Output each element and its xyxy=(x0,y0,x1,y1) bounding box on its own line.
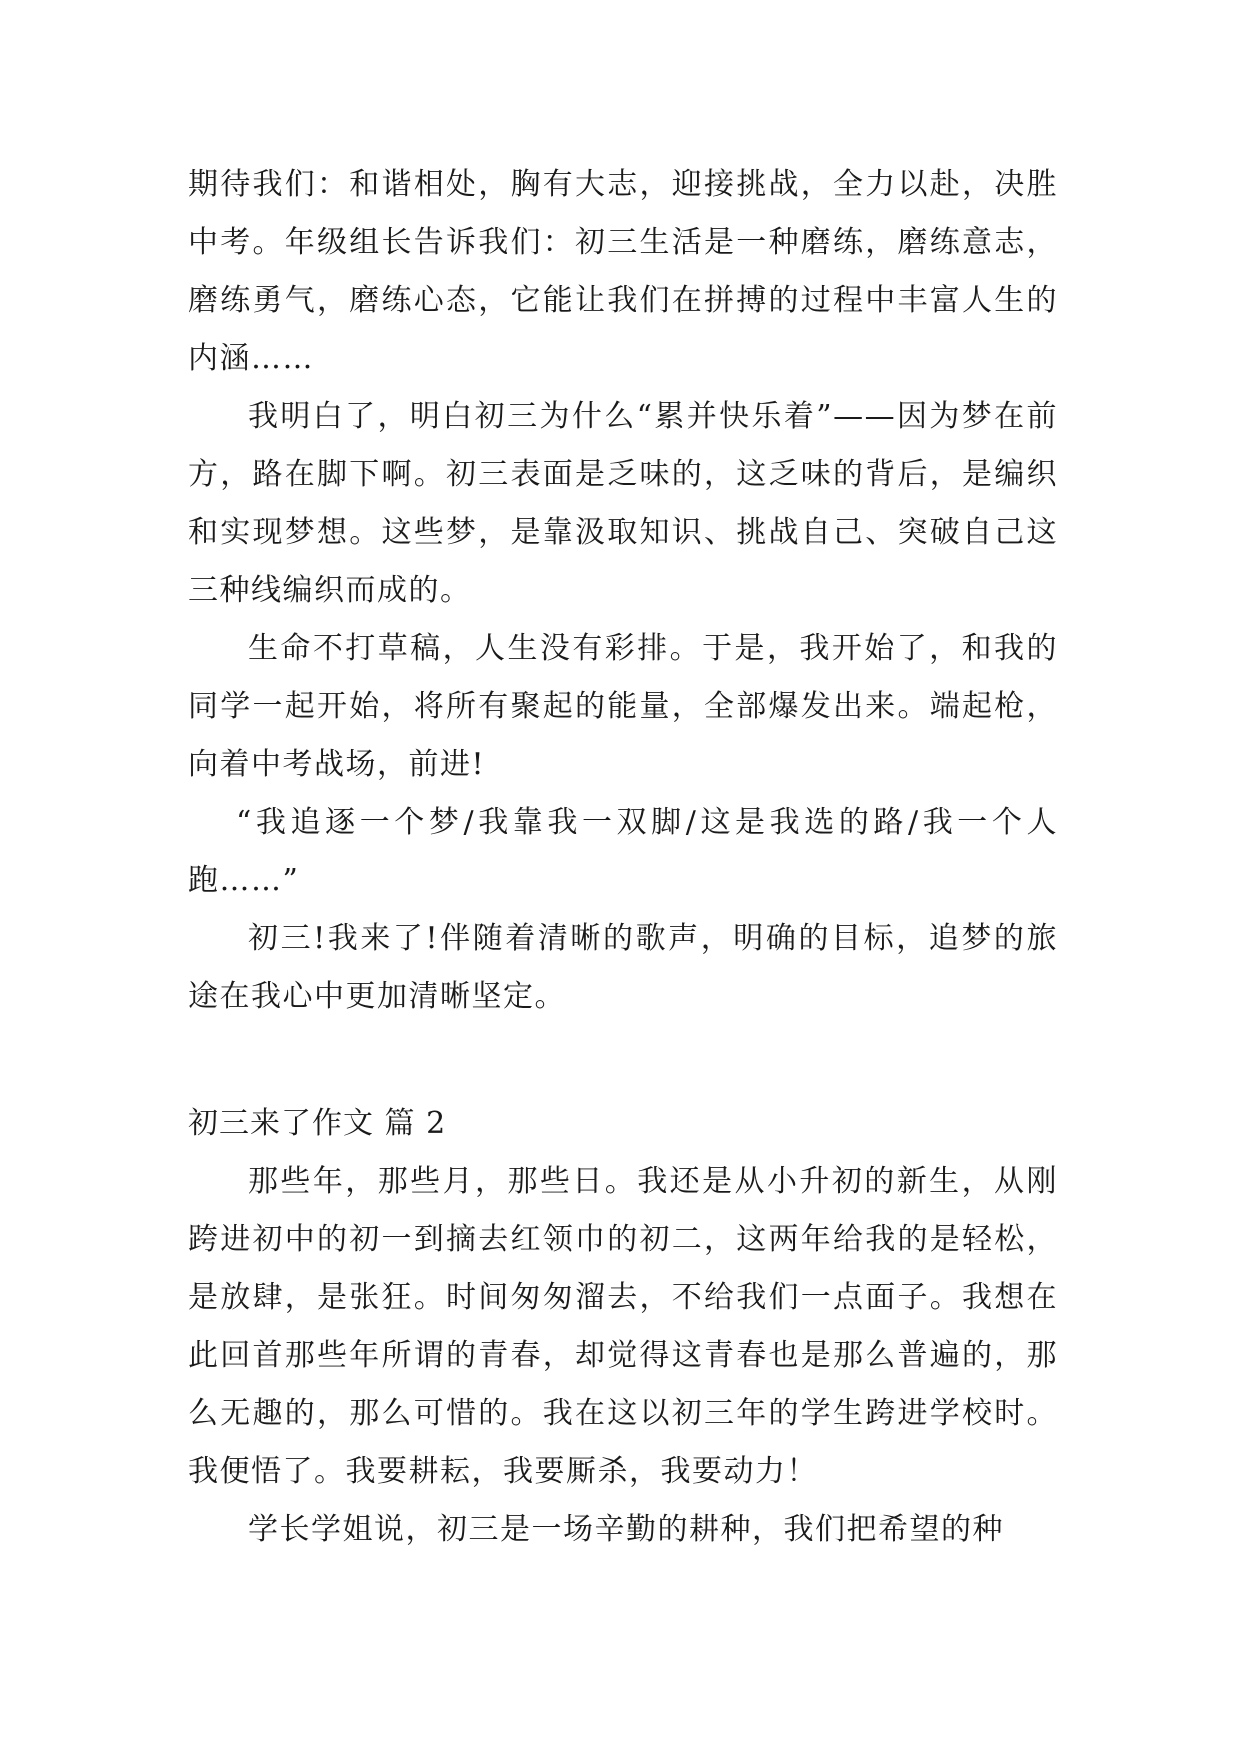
paragraph: 期待我们：和谐相处，胸有大志，迎接挑战，全力以赴，决胜中考。年级组长告诉我们：初三生活是一种磨练，磨练意志，磨练勇气，磨练心态，它能让我们在拼搏的过程中丰富人生的内涵…… xyxy=(188,167,1058,376)
paragraph: 生命不打草稿，人生没有彩排。于是，我开始了，和我的同学一起开始，将所有聚起的能量，全部爆发出来。端起枪，向着中考战场，前进! xyxy=(188,631,1058,782)
paragraph: 初三!我来了!伴随着清晰的歌声，明确的目标，追梦的旅途在我心中更加清晰坚定。 xyxy=(188,921,1058,1014)
paragraph: 我明白了，明白初三为什么“累并快乐着”——因为梦在前方，路在脚下啊。初三表面是乏味的，这乏味的背后，是编织和实现梦想。这些梦，是靠汲取知识、挑战自己、突破自己这三种线编织而成的。 xyxy=(188,399,1058,608)
essay-section-2 xyxy=(188,1095,1058,1559)
paragraph: 学长学姐说，初三是一场辛勤的耕种，我们把希望的种 xyxy=(248,1512,1004,1547)
paragraph: 那些年，那些月，那些日。我还是从小升初的新生，从刚跨进初中的初一到摘去红领巾的初二，这两年给我的是轻松，是放肆，是张狂。时间匆匆溜去，不给我们一点面子。我想在此回首那些年所谓的青春，却觉得这青春也是那么普遍的，那么无趣的，那么可惜的。我在这以初三年的学生跨进学校时。我便悟了。我要耕耘，我要厮杀，我要动力！ xyxy=(188,1164,1058,1489)
essay-title: 初三来了作文 篇 2 xyxy=(188,1106,447,1141)
essay-section-1 xyxy=(188,156,1058,1026)
song-quote: “我追逐一个梦/我靠我一双脚/这是我选的路/我一个人跑……” xyxy=(188,805,1058,898)
